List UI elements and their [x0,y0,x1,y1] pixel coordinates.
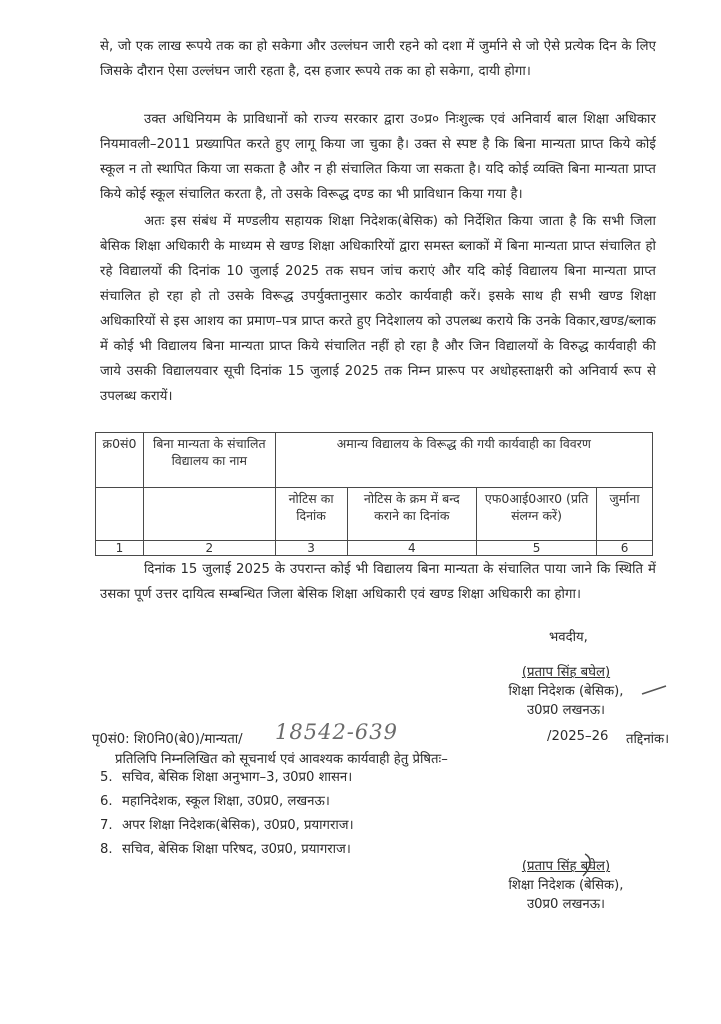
copy-intro: प्रतिलिपि निम्नलिखित को सूचनार्थ एवं आवश्यक कार्यवाही हेतु प्रेषितः– [115,752,448,767]
paragraph-penalty: से, जो एक लाख रूपये तक का हो सकेगा और उल्लंघन जारी रहने को दशा में जुर्माने से जो ऐसे प्रत्येक दिन के लिए जिसके दौरान ऐसा उल्लंघन जारी रहता है, दस हजार रूपये तक का हो सकेगा, दायी होगा। [100,39,656,79]
item-number: 8. [100,842,113,857]
subheader-empty-2 [143,488,275,541]
reference-line [92,720,670,749]
signatory-location: उ0प्र0 लखनऊ। [526,897,606,912]
signature-block [486,663,646,720]
handwritten-dispatch-number: 18542-639 [275,720,398,744]
reference-date: तद्दिनांक। [626,732,670,747]
list-item [100,838,354,862]
item-text: अपर शिक्षा निदेशक(बेसिक), उ0प्र0, प्रयागराज। [122,818,354,833]
reference-year: /2025–26 [547,729,609,744]
column-number: 5 [477,541,597,556]
paragraph-instructions: अतः इस संबंध में मण्डलीय सहायक शिक्षा निदेशक(बेसिक) को निर्देशित किया जाता है कि सभी जिला बेसिक शिक्षा अधिकारी के माध्यम से खण्ड शिक्षा अधिकारियों द्वारा समस्त ब्लाकों में बिना मान्यता प्राप्त संचालित हो रहे विद्यालयों की दिनांक 10 जुलाई 2025 तक सघन जांच कराएं और यदि कोई विद्यालय बिना मान्यता प्राप्त संचालित हो रहा हो तो उसके विरूद्ध उपर्युक्तानुसार कठोर कार्यवाही करें। इसके साथ ही सभी खण्ड शिक्षा अधिकारियों से इस आशय का प्रमाण–पत्र प्राप्त करते हुए निदेशालय को उपलब्ध कराये कि उनके विकार,खण्ड/ब्लाक में कोई भी विद्यालय बिना मान्यता प्राप्त किये संचालित नहीं हो रहा है और जिन विद्यालयों के विरुद्ध कार्यवाही की जाये उसकी विद्यालयवार सूची दिनांक 15 जुलाई 2025 तक निम्न प्रारूप पर अधोहस्ताक्षरी को अनिवार्य रूप से उपलब्ध करायें। [100,214,656,404]
closing-salutation: भवदीय, [549,630,588,645]
item-text: सचिव, बेसिक शिक्षा परिषद, उ0प्र0, प्रयागराज। [122,842,351,857]
item-text: सचिव, बेसिक शिक्षा अनुभाग–3, उ0प्र0 शासन। [122,770,353,785]
reference-prefix: पृ0सं0: शि0नि0(बे0)/मान्यता/ [92,732,243,747]
header-action-details: अमान्य विद्यालय के विरूद्ध की गयी कार्यवाही का विवरण [275,433,652,488]
signatory-location: उ0प्र0 लखनऊ। [526,703,606,718]
table-number-row [96,541,653,556]
signature-block-copy [486,857,646,914]
signature-stroke-icon [575,850,605,880]
signature-mark-icon [640,680,670,700]
column-number: 3 [275,541,347,556]
item-number: 7. [100,818,113,833]
subheader-empty-1 [96,488,144,541]
paragraph-responsibility: दिनांक 15 जुलाई 2025 के उपरान्त कोई भी विद्यालय बिना मान्यता के संचालित पाया जाने कि स्थिति में उसका पूर्ण उत्तर दायित्व सम्बन्धित जिला बेसिक शिक्षा अधिकारी एवं खण्ड शिक्षा अधिकारी का होगा। [100,562,656,602]
subheader-notice-date: नोटिस का दिनांक [275,488,347,541]
header-school-name: बिना मान्यता के संचालित विद्यालय का नाम [143,433,275,488]
item-number: 6. [100,794,113,809]
table-header-row [96,433,653,488]
column-number: 2 [143,541,275,556]
subheader-fir: एफ0आई0आर0 (प्रति संलग्न करें) [477,488,597,541]
column-number: 1 [96,541,144,556]
header-serial: क्र0सं0 [96,433,144,488]
signatory-name: (प्रताप सिंह बघेल) [521,859,611,874]
subheader-closure-date: नोटिस के क्रम में बन्द कराने का दिनांक [347,488,477,541]
copy-recipients-list [100,766,354,862]
column-number: 6 [597,541,653,556]
item-text: महानिदेशक, स्कूल शिक्षा, उ0प्र0, लखनऊ। [122,794,330,809]
column-number: 4 [347,541,477,556]
item-number: 5. [100,770,113,785]
paragraph-rte-rules: उक्त अधिनियम के प्राविधानों को राज्य सरकार द्वारा उ०प्र० निःशुल्क एवं अनिवार्य बाल शिक्षा अधिकार नियमावली–2011 प्रख्यापित करते हुए लागू किया जा चुका है। उक्त से स्पष्ट है कि बिना मान्यता प्राप्त किये कोई स्कूल न तो स्थापित किया जा सकता है और न ही संचालित किया जा सकता है। यदि कोई व्यक्ति बिना मान्यता प्राप्त किये कोई स्कूल संचालित करता है, तो उसके विरूद्ध दण्ड का भी प्राविधान किया गया है। [100,112,656,202]
list-item [100,766,354,790]
subheader-fine: जुर्माना [597,488,653,541]
proforma-table [95,432,653,556]
signatory-designation: शिक्षा निदेशक (बेसिक), [508,878,624,893]
list-item [100,814,354,838]
table-subheader-row [96,488,653,541]
signatory-designation: शिक्षा निदेशक (बेसिक), [508,684,624,699]
signatory-name: (प्रताप सिंह बघेल) [521,665,611,680]
list-item [100,790,354,814]
